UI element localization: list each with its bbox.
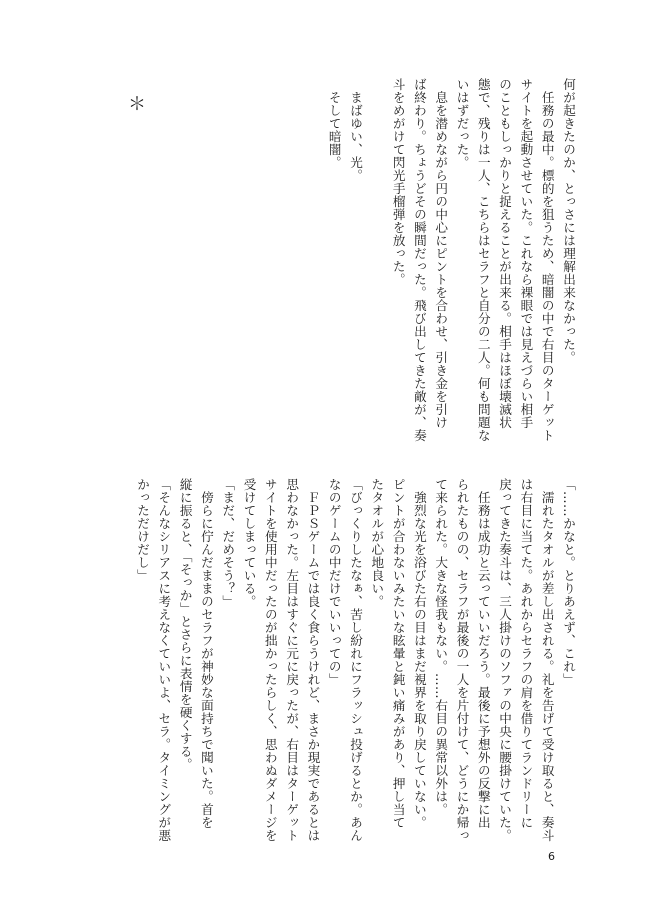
text-line: ピントが合わないみたいな眩暈と鈍い痛みがあり、押し当て — [390, 478, 406, 829]
text-line: 「まだ、だめそう？」 — [220, 478, 236, 608]
text-line: 受けてしまっている。 — [241, 478, 257, 608]
upper-text-column — [323, 78, 579, 453]
text-line: ば終わり。ちょうどその瞬間だった。飛び出してきた敵が、奏 — [411, 78, 427, 442]
text-line: なのゲームの中だけでいいっての」 — [326, 478, 342, 686]
text-line: 任務の最中。標的を狙うため、暗闇の中で右目のターゲット — [539, 78, 555, 442]
text-line: 斗をめがけて閃光手榴弾を放った。 — [390, 78, 406, 286]
text-line: 何が起きたのか、とっさには理解出来なかった。 — [561, 78, 576, 364]
text-line: 「……かなと。とりあえず、これ」 — [561, 478, 576, 686]
lower-text-column — [132, 478, 579, 868]
text-line: ＦＰＳゲームでは良く食らうけれど、まさか現実であるとは — [305, 478, 321, 842]
text-line: 「びっくりしたなぁ、苦し紛れにフラッシュ投げるとか。あん — [348, 478, 364, 842]
page-number: 6 — [548, 850, 555, 863]
text-line: られたものの、セラフが最後の一人を片付けて、どうにか帰っ — [454, 478, 470, 842]
text-line: 傍らに佇んだままのセラフが神妙な面持ちで聞いた。首を — [198, 478, 214, 829]
text-line: のこともしっかりと捉えることが出来る。相手はほぼ壊滅状 — [497, 78, 513, 429]
text-line: て来られた。大きな怪我もない。……右目の異常以外は。 — [433, 478, 449, 816]
text-line: 態で、残りは一人、こちらはセラフと自分の二人。何も問題な — [475, 78, 491, 442]
text-line: かっただけだし」 — [135, 478, 151, 582]
text-line: は右目に当てた。あれからセラフの肩を借りてランドリーに — [518, 478, 534, 829]
text-line: そして暗闇。 — [326, 78, 342, 169]
text-line: サイトを起動させていた。これなら裸眼では見えづらい相手 — [518, 78, 534, 429]
text-line: 任務は成功と云っていいだろう。最後に予想外の反撃に出 — [475, 478, 491, 829]
text-line: 「そんなシリアスに考えなくていいよ、セラ。タイミングが悪 — [156, 478, 172, 842]
scene-break-asterisk: ＊ — [128, 94, 146, 115]
text-line: いはずだった。 — [454, 78, 470, 169]
text-line: 息を潜めながら円の中心にピントを合わせ、引き金を引け — [433, 78, 449, 429]
text-line: まばゆい、光。 — [348, 78, 364, 182]
text-line: 思わなかった。左目はすぐに元に戻ったが、右目はターゲット — [284, 478, 300, 842]
text-line — [366, 78, 387, 453]
text-line: サイトを使用中だったのが拙かったらしく、思わぬダメージを — [262, 478, 278, 842]
text-line: たタオルが心地良い。 — [369, 478, 385, 608]
text-line: 強烈な光を浴びた右の目はまだ視界を取り戻していない。 — [411, 478, 427, 829]
text-line: 縦に振ると、「そっか」とさらに表情を硬くする。 — [177, 478, 193, 771]
text-line: 濡れたタオルが差し出される。礼を告げて受け取ると、奏斗 — [539, 478, 555, 842]
text-line: 戻ってきた奏斗は、三人掛けのソファの中央に腰掛けていた。 — [497, 478, 513, 842]
